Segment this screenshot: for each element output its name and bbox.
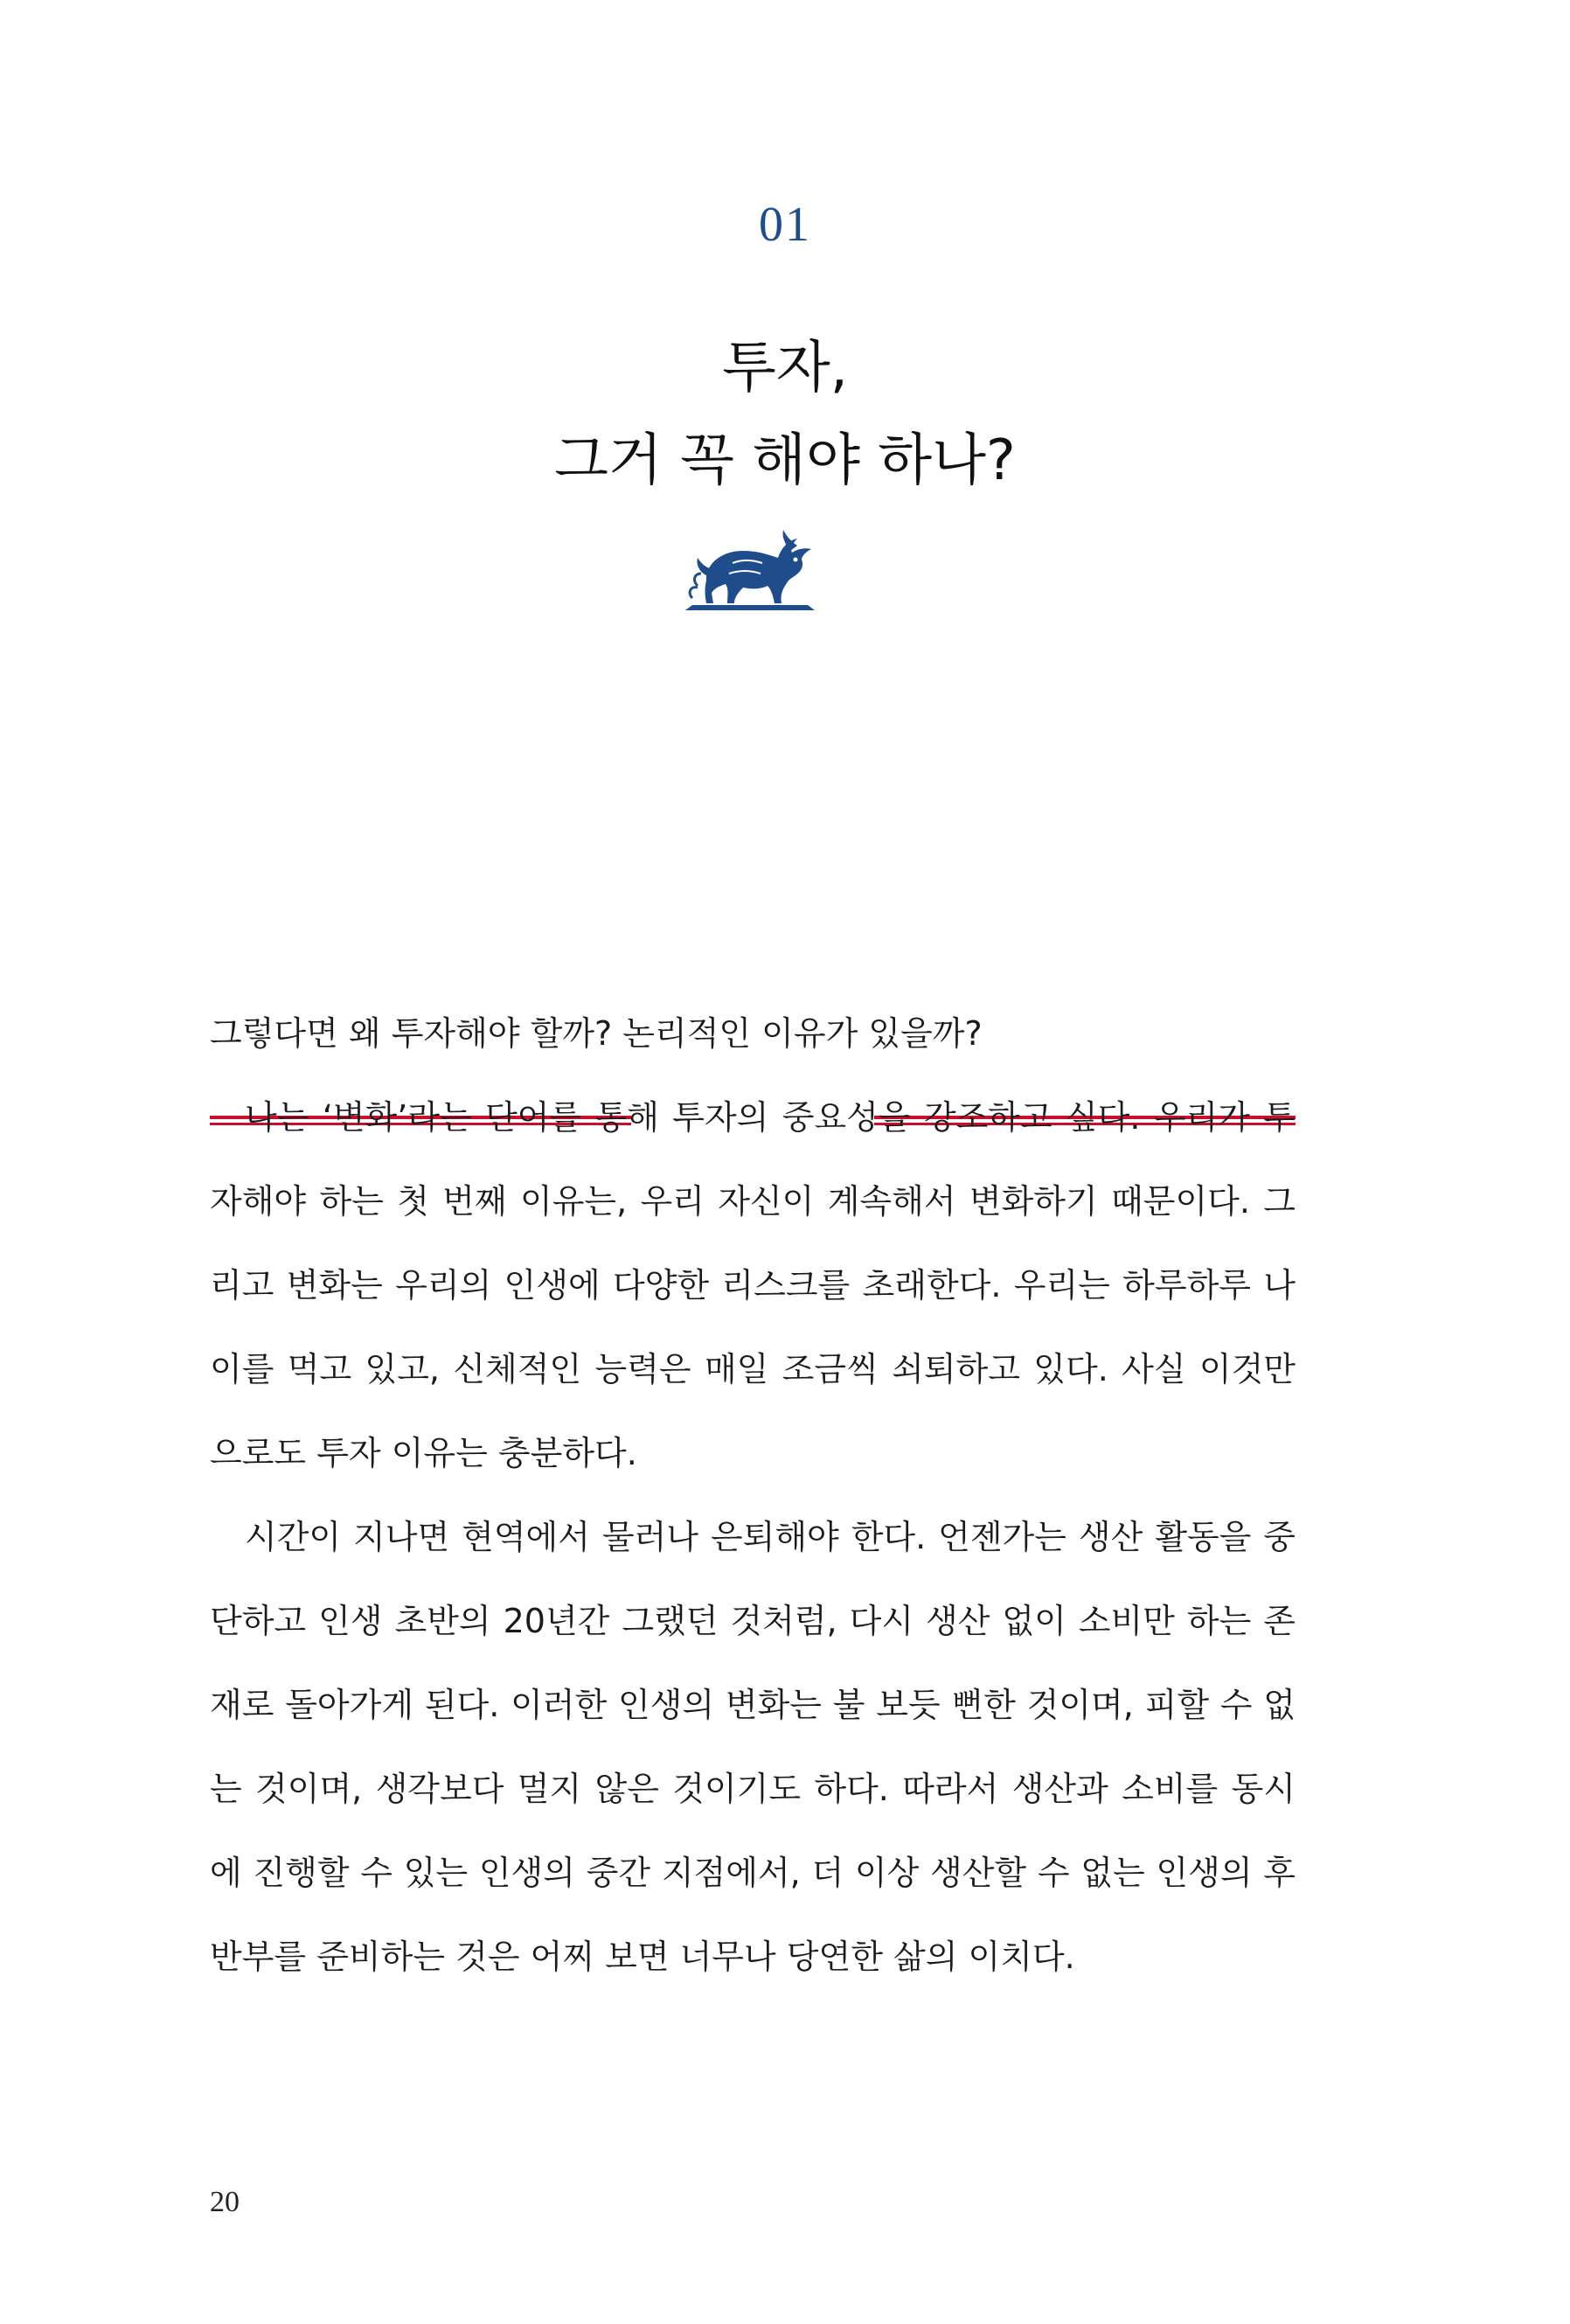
chapter-title — [0, 322, 1570, 507]
body-text — [210, 992, 1296, 1999]
chapter-number: 01 — [759, 198, 811, 252]
paragraph-1: 그렇다면 왜 투자해야 할까? 논리적인 이유가 있을까? — [210, 1014, 983, 1053]
chapter-title-line-2: 그거 꼭 해야 하나? — [554, 428, 1016, 493]
paragraph-2: 나는 ‘변화’라는 단어를 통해 투자의 중요성을 강조하고 싶다. 우리가 투자해야 하는 첫 번째 이유는, 우리 자신이 계속해서 변화하기 때문이다. 그리고 변화는 우리의 인생에 다양한 리스크를 초래한다. 우리는 하루하루 나이를 먹고 있고, 신체적인 능력은 매일 조금씩 쇠퇴하고 있다. 사실 이것만으로도 투자 이유는 충분하다. — [210, 1098, 1296, 1472]
page-number: 20 — [210, 2186, 240, 2218]
chapter-title-line-1: 투자, — [722, 336, 848, 400]
bull-icon — [680, 525, 820, 616]
paragraph-3: 시간이 지나면 현역에서 물러나 은퇴해야 한다. 언젠가는 생산 활동을 중단하고 인생 초반의 20년간 그랬던 것처럼, 다시 생산 없이 소비만 하는 존재로 돌아가게 된다. 이러한 인생의 변화는 불 보듯 뻔한 것이며, 피할 수 없는 것이며, 생각보다 멀지 않은 것이기도 하다. 따라서 생산과 소비를 동시에 진행할 수 있는 인생의 중간 지점에서, 더 이상 생산할 수 없는 인생의 후반부를 준비하는 것은 어찌 보면 너무나 당연한 삶의 이치다. — [210, 1518, 1296, 1976]
